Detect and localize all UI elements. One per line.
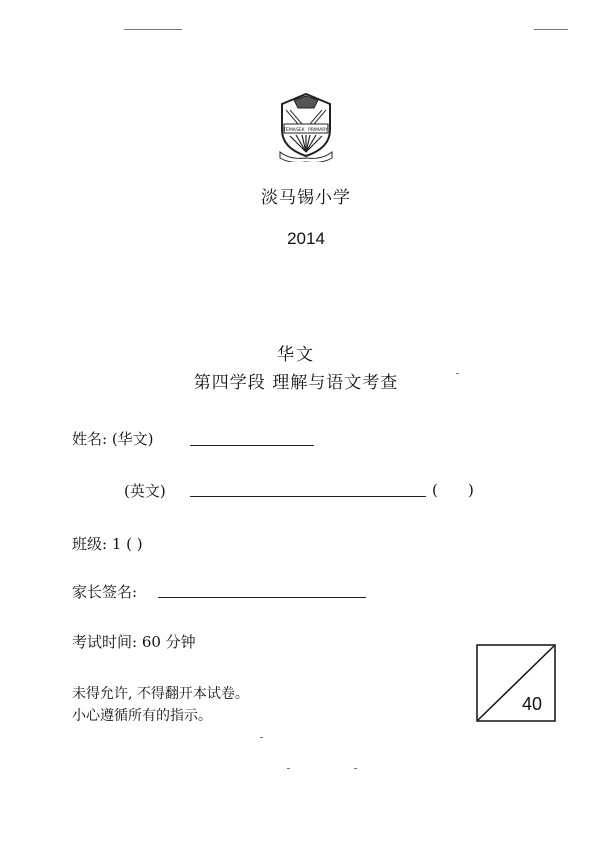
english-name-label: (英文) — [124, 482, 166, 500]
index-number-close-paren: ) — [468, 481, 474, 499]
paper-title: 第四学段 理解与语文考查 — [193, 373, 399, 393]
parent-signature-label: 家长签名: — [72, 583, 138, 601]
english-name-field[interactable] — [190, 496, 426, 497]
index-number-open-paren: ( — [432, 481, 438, 499]
subject-title: 华文 — [277, 345, 315, 365]
total-marks: 40 — [522, 694, 543, 714]
score-box — [476, 644, 556, 722]
exam-duration: 考试时间: 60 分钟 — [72, 633, 196, 651]
chinese-name-label: 姓名: (华文) — [72, 430, 154, 448]
instruction-line-2: 小心遵循所有的指示。 — [72, 708, 212, 724]
instruction-line-1: 未得允许, 不得翻开本试卷。 — [72, 686, 249, 702]
svg-text:TEMASEK: TEMASEK — [283, 128, 305, 133]
class-label: 班级: 1 ( ) — [72, 535, 143, 553]
scan-artifact-top-right — [534, 29, 568, 30]
exam-year: 2014 — [287, 229, 325, 248]
scan-speck — [456, 373, 459, 374]
chinese-name-field[interactable] — [190, 445, 314, 446]
index-number-field[interactable] — [442, 481, 466, 499]
scan-speck — [287, 768, 290, 769]
scan-speck — [354, 768, 357, 769]
svg-text:PRIMARY: PRIMARY — [308, 128, 328, 133]
scan-speck — [260, 737, 263, 738]
scan-artifact-top-left — [124, 29, 182, 30]
school-name: 淡马锡小学 — [261, 188, 351, 208]
school-crest-logo — [276, 90, 336, 162]
parent-signature-field[interactable] — [158, 597, 366, 598]
